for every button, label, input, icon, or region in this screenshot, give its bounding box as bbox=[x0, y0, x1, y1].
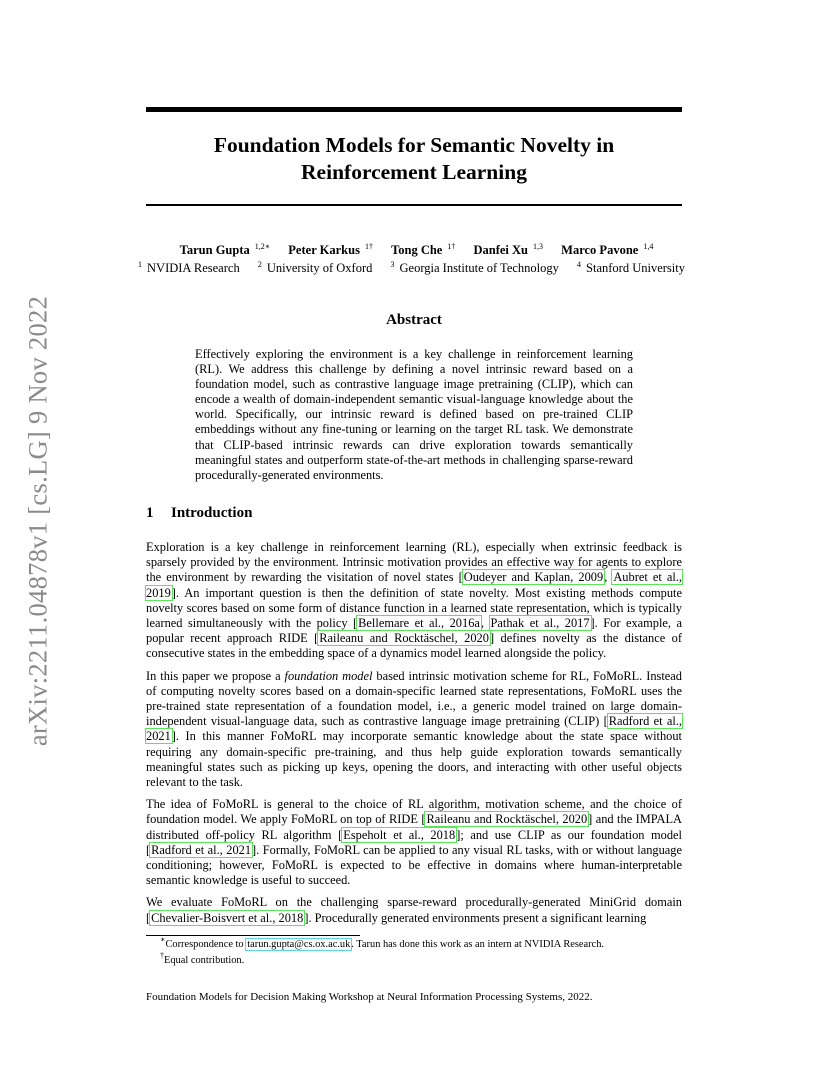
title-rule-top bbox=[146, 107, 682, 112]
title-rule-bottom bbox=[146, 204, 682, 206]
citation-link[interactable]: Pathak et al., 2017 bbox=[490, 616, 590, 631]
citation-link[interactable]: Chevalier-Boisvert et al., 2018 bbox=[151, 910, 304, 925]
paragraph: In this paper we propose a foundation model based intrinsic motivation scheme for RL, FoMoRL. Instead of computing novelty scores based on a domain-specific learned state representations, FoMoRL uses the pre-trained state representation of a foundation model, i.e., a generic model trained on large domain-independent visual-language data, such as contrastive language image pretraining (CLIP) [Radford et al., 2021]. In this manner FoMoRL may incorporate semantic knowledge about the state space without requiring any domain-specific pre-training, and thus help guide exploration towards semantically meaningful states such as picking up keys, opening the doors, and interacting with other useful objects relevant to the task. bbox=[146, 668, 682, 790]
footnote: †Equal contribution. bbox=[160, 951, 245, 966]
affiliation: $^1$ NVIDIA Research bbox=[138, 260, 240, 275]
body-text bbox=[146, 540, 682, 933]
paper-title: Foundation Models for Semantic Novelty in Reinforcement Learning bbox=[213, 133, 615, 184]
author: Peter Karkus $^{1\dagger}$ bbox=[288, 242, 373, 257]
citation-link[interactable]: Espeholt et al., 2018 bbox=[343, 827, 456, 842]
footnote: ∗Correspondence to tarun.gupta@cs.ox.ac.uk. Tarun has done this work as an intern at NVIDIA Research. bbox=[160, 935, 605, 950]
author: Tarun Gupta $^{1,2∗}$ bbox=[179, 242, 271, 257]
author: Marco Pavone $^{1,4}$ bbox=[561, 242, 654, 257]
footnote-rule bbox=[146, 935, 360, 936]
citation-link[interactable]: Raileanu and Rocktäschel, 2020 bbox=[319, 631, 489, 646]
affiliation: $^3$ Georgia Institute of Technology bbox=[390, 260, 559, 275]
affiliations bbox=[80, 259, 748, 277]
paragraph: We evaluate FoMoRL on the challenging sparse-reward procedurally-generated MiniGrid domain [Chevalier-Boisvert et al., 2018]. Procedurally generated environments present a significant learning bbox=[146, 895, 682, 925]
author-block bbox=[80, 241, 748, 277]
paragraph: Exploration is a key challenge in reinforcement learning (RL), especially when extrinsic feedback is sparsely provided by the environment. Intrinsic motivation provides an effective way for agents to explore the environment by rewarding the visitation of novel states [Oudeyer and Kaplan, 2009, Aubret et al., 2019]. An important question is then the definition of state novelty. Most existing methods compute novelty scores based on some form of distance function in a learned state representation, which is typically learned simultaneously with the policy [Bellemare et al., 2016a, Pathak et al., 2017]. For example, a popular recent approach RIDE [Raileanu and Rocktäschel, 2020] defines novelty as the distance of consecutive states in the embedding space of a dynamics model learned alongside the policy. bbox=[146, 540, 682, 661]
author: Danfei Xu $^{1,3}$ bbox=[473, 242, 544, 257]
citation-link[interactable]: Aubret et al., 2019 bbox=[146, 570, 682, 600]
section-heading bbox=[146, 505, 252, 522]
citation-link[interactable]: Radford et al., 2021 bbox=[146, 714, 682, 744]
citation-link[interactable]: Bellemare et al., 2016a bbox=[358, 616, 480, 631]
citation-link[interactable]: Oudeyer and Kaplan, 2009 bbox=[463, 570, 604, 585]
author: Tong Che $^{1\dagger}$ bbox=[391, 242, 456, 257]
section-number: 1 bbox=[146, 505, 154, 521]
affiliation: $^4$ Stanford University bbox=[577, 260, 685, 275]
citation-link[interactable]: Raileanu and Rocktäschel, 2020 bbox=[426, 812, 588, 827]
affiliation: $^2$ University of Oxford bbox=[257, 260, 373, 275]
paragraph: The idea of FoMoRL is general to the choice of RL algorithm, motivation scheme, and the choice of foundation model. We apply FoMoRL on top of RIDE [Raileanu and Rocktäschel, 2020] and the IMPALA distributed off-policy RL algorithm [Espeholt et al., 2018]; and use CLIP as our foundation model [Radford et al., 2021]. Formally, FoMoRL can be applied to any visual RL tasks, with or without language conditioning; however, FoMoRL is expected to be effective in domains where human-interpretable semantic knowledge is useful to succeed. bbox=[146, 797, 683, 888]
author-names bbox=[80, 241, 748, 259]
section-title: Introduction bbox=[171, 505, 253, 521]
arxiv-identifier: arXiv:2211.04878v1 [cs.LG] 9 Nov 2022 bbox=[22, 295, 53, 746]
citation-link[interactable]: Radford et al., 2021 bbox=[151, 842, 252, 857]
footnotes bbox=[160, 937, 690, 969]
abstract-heading: Abstract bbox=[386, 312, 442, 328]
abstract-text: Effectively exploring the environment is a key challenge in reinforcement learning (RL). We address this challenge by defining a novel intrinsic reward based on a foundation model, such as contrastive language image pretraining (CLIP), which can encode a wealth of domain-independent semantic visual-language knowledge about the world. Specifically, our intrinsic reward is defined based on pre-trained CLIP embeddings without any fine-tuning or learning on the target RL task. We demonstrate that CLIP-based intrinsic rewards can drive exploration towards semantically meaningful states and outperform state-of-the-art methods in challenging sparse-reward procedurally-generated environments. bbox=[195, 347, 633, 482]
venue-footer: Foundation Models for Decision Making Workshop at Neural Information Processing Systems, 2022. bbox=[146, 991, 593, 1003]
email-link[interactable]: tarun.gupta@cs.ox.ac.uk bbox=[247, 939, 351, 950]
